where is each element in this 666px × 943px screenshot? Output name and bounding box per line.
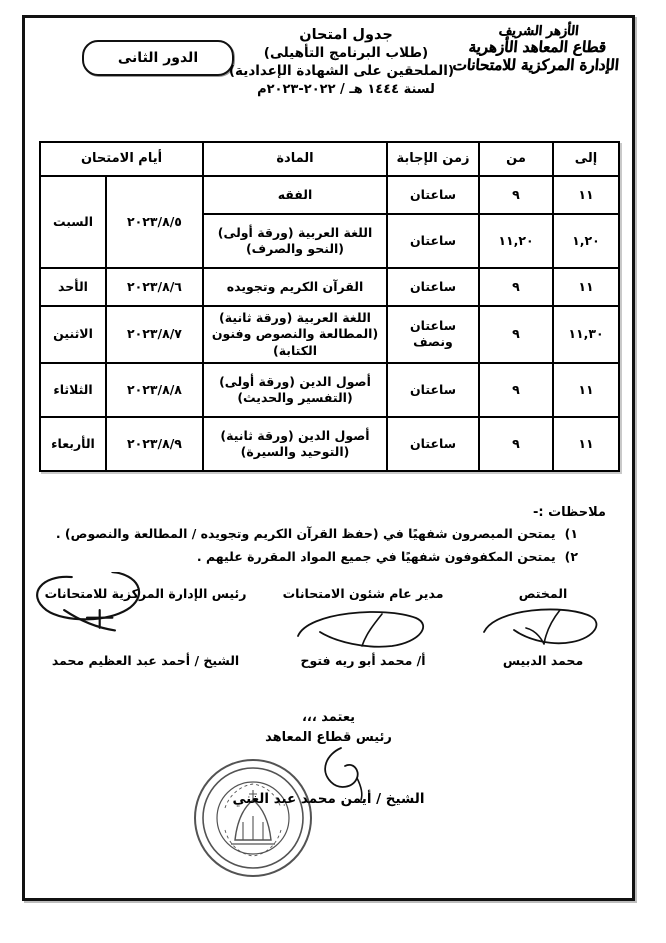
letterhead-line-3: الإدارة المركزية للامتحانات	[451, 56, 620, 75]
cell-time-from: ٩	[479, 268, 553, 306]
cell-time-from: ٩	[479, 417, 553, 471]
title-line-4-year: لسنة ١٤٤٤ هـ / ٢٠٢٢-٢٠٢٣م	[257, 81, 435, 97]
document-header	[25, 18, 632, 136]
cell-duration: ساعتان ونصف	[387, 306, 479, 363]
cell-subject: أصول الدين (ورقة ثانية) (التوحيد والسيرة)	[203, 417, 387, 471]
cell-duration: ساعتان	[387, 268, 479, 306]
notes-title: ملاحظات :-	[532, 505, 606, 520]
cell-exam-day: الاثنين	[40, 306, 106, 363]
cell-exam-day: الأحد	[40, 268, 106, 306]
cell-time-from: ٩	[479, 306, 553, 363]
cell-subject: أصول الدين (ورقة أولى) (التفسير والحديث)	[203, 363, 387, 417]
note-number: ٢)	[564, 549, 578, 565]
official-seal-stamp-icon	[191, 756, 315, 880]
al-azhar-letterhead	[450, 24, 624, 75]
signature-block-exams-director	[274, 586, 452, 668]
note-text: يمتحن المكفوفون شفهيًا في جميع المواد المقررة عليهم .	[196, 549, 556, 565]
exam-round-label: الدور الثانى	[117, 50, 199, 66]
exam-round-badge	[82, 40, 234, 76]
note-text: يمتحن المبصرون شفهيًا في (حفظ القرآن الكريم وتجويده / المطالعة والنصوص) .	[55, 526, 556, 541]
table-row	[40, 363, 619, 417]
signature-name-exams-director: أ/ محمد أبو ريه فتوح	[300, 653, 426, 668]
approval-line-2: رئيس قطاع المعاهد	[265, 729, 392, 745]
cell-subject-secondary: (النحو والصرف)	[245, 241, 345, 256]
column-header-to: إلى	[553, 142, 619, 176]
table-row	[40, 268, 619, 306]
column-header-from: من	[479, 142, 553, 176]
cell-subject-secondary: (المطالعة والنصوص وفنون الكتابة)	[211, 326, 379, 358]
signature-role-specialist: المختص	[518, 586, 568, 601]
note-number: ١)	[564, 526, 578, 541]
table-row	[40, 306, 619, 363]
cell-time-to: ١١,٣٠	[553, 306, 619, 363]
cell-time-to: ١,٢٠	[553, 214, 619, 268]
cell-subject: اللغة العربية (ورقة أولى) (النحو والصرف)	[203, 214, 387, 268]
cell-exam-date: ٢٠٢٣/٨/٦	[106, 268, 203, 306]
document-title-block	[228, 26, 454, 98]
signature-role-exams-director: مدير عام شئون الامتحانات	[282, 586, 444, 601]
cell-time-from: ١١,٢٠	[479, 214, 553, 268]
signature-name-specialist: محمد الدبيس	[502, 653, 584, 668]
cell-time-from: ٩	[479, 176, 553, 214]
letterhead-line-2: قطاع المعاهد الأزهرية	[467, 38, 607, 57]
signature-role-central-admin-head: رئيس الإدارة المركزية للامتحانات	[44, 586, 247, 601]
cell-duration: ساعتان	[387, 176, 479, 214]
approval-line-1: يعتمد ،،،	[301, 710, 356, 725]
cell-exam-day: الثلاثاء	[40, 363, 106, 417]
exam-schedule-container	[41, 141, 620, 472]
exam-schedule-table	[39, 141, 620, 472]
letterhead-line-1: الأزهر الشريف	[497, 24, 580, 39]
cell-subject: القرآن الكريم وتجويده	[203, 268, 387, 306]
cell-time-from: ٩	[479, 363, 553, 417]
title-line-3: (الملحقين على الشهادة الإعدادية)	[228, 62, 454, 79]
document-page	[22, 15, 635, 901]
cell-duration: ساعتان	[387, 214, 479, 268]
cell-time-to: ١١	[553, 363, 619, 417]
column-header-subject: المادة	[203, 142, 387, 176]
cell-time-to: ١١	[553, 176, 619, 214]
notes-list	[41, 525, 620, 566]
approval-section	[25, 708, 632, 809]
note-item	[41, 548, 620, 566]
table-header-row	[40, 142, 619, 176]
handwritten-signature-icon	[274, 602, 452, 654]
cell-exam-date: ٢٠٢٣/٨/٥	[106, 176, 203, 268]
title-line-2: (طلاب البرنامج التأهيلى)	[263, 45, 429, 62]
table-row	[40, 417, 619, 471]
cell-subject-secondary: (التفسير والحديث)	[237, 389, 353, 405]
approval-signer-name: الشيخ / أيمن محمد عبد الغني	[232, 791, 425, 807]
cell-exam-day: الأربعاء	[40, 417, 106, 471]
cell-duration: ساعتان	[387, 417, 479, 471]
cell-exam-date: ٢٠٢٣/٨/٧	[106, 306, 203, 363]
table-header	[40, 142, 619, 176]
signature-name-central-admin-head: الشيخ / أحمد عبد العظيم محمد	[51, 653, 240, 668]
cell-exam-date: ٢٠٢٣/٨/٩	[106, 417, 203, 471]
column-header-exam-days: أيام الامتحان	[40, 142, 203, 176]
cell-subject-secondary: (التوحيد والسيرة)	[240, 443, 350, 459]
title-line-1: جدول امتحان	[299, 27, 393, 43]
table-row	[40, 176, 619, 214]
signature-row	[41, 586, 620, 696]
table-body	[40, 176, 619, 471]
signature-block-central-admin-head	[43, 586, 248, 668]
cell-time-to: ١١	[553, 268, 619, 306]
signature-block-specialist	[468, 586, 618, 668]
cell-exam-date: ٢٠٢٣/٨/٨	[106, 363, 203, 417]
cell-exam-day: السبت	[40, 176, 106, 268]
column-header-duration: زمن الإجابة	[387, 142, 479, 176]
notes-section	[41, 505, 620, 571]
handwritten-signature-icon	[0, 572, 248, 638]
cell-subject: اللغة العربية (ورقة ثانية) (المطالعة والنصوص وفنون الكتابة)	[203, 306, 387, 363]
handwritten-signature-icon	[468, 602, 618, 654]
cell-time-to: ١١	[553, 417, 619, 471]
note-item	[41, 525, 620, 543]
cell-subject: الفقه	[203, 176, 387, 214]
cell-duration: ساعتان	[387, 363, 479, 417]
